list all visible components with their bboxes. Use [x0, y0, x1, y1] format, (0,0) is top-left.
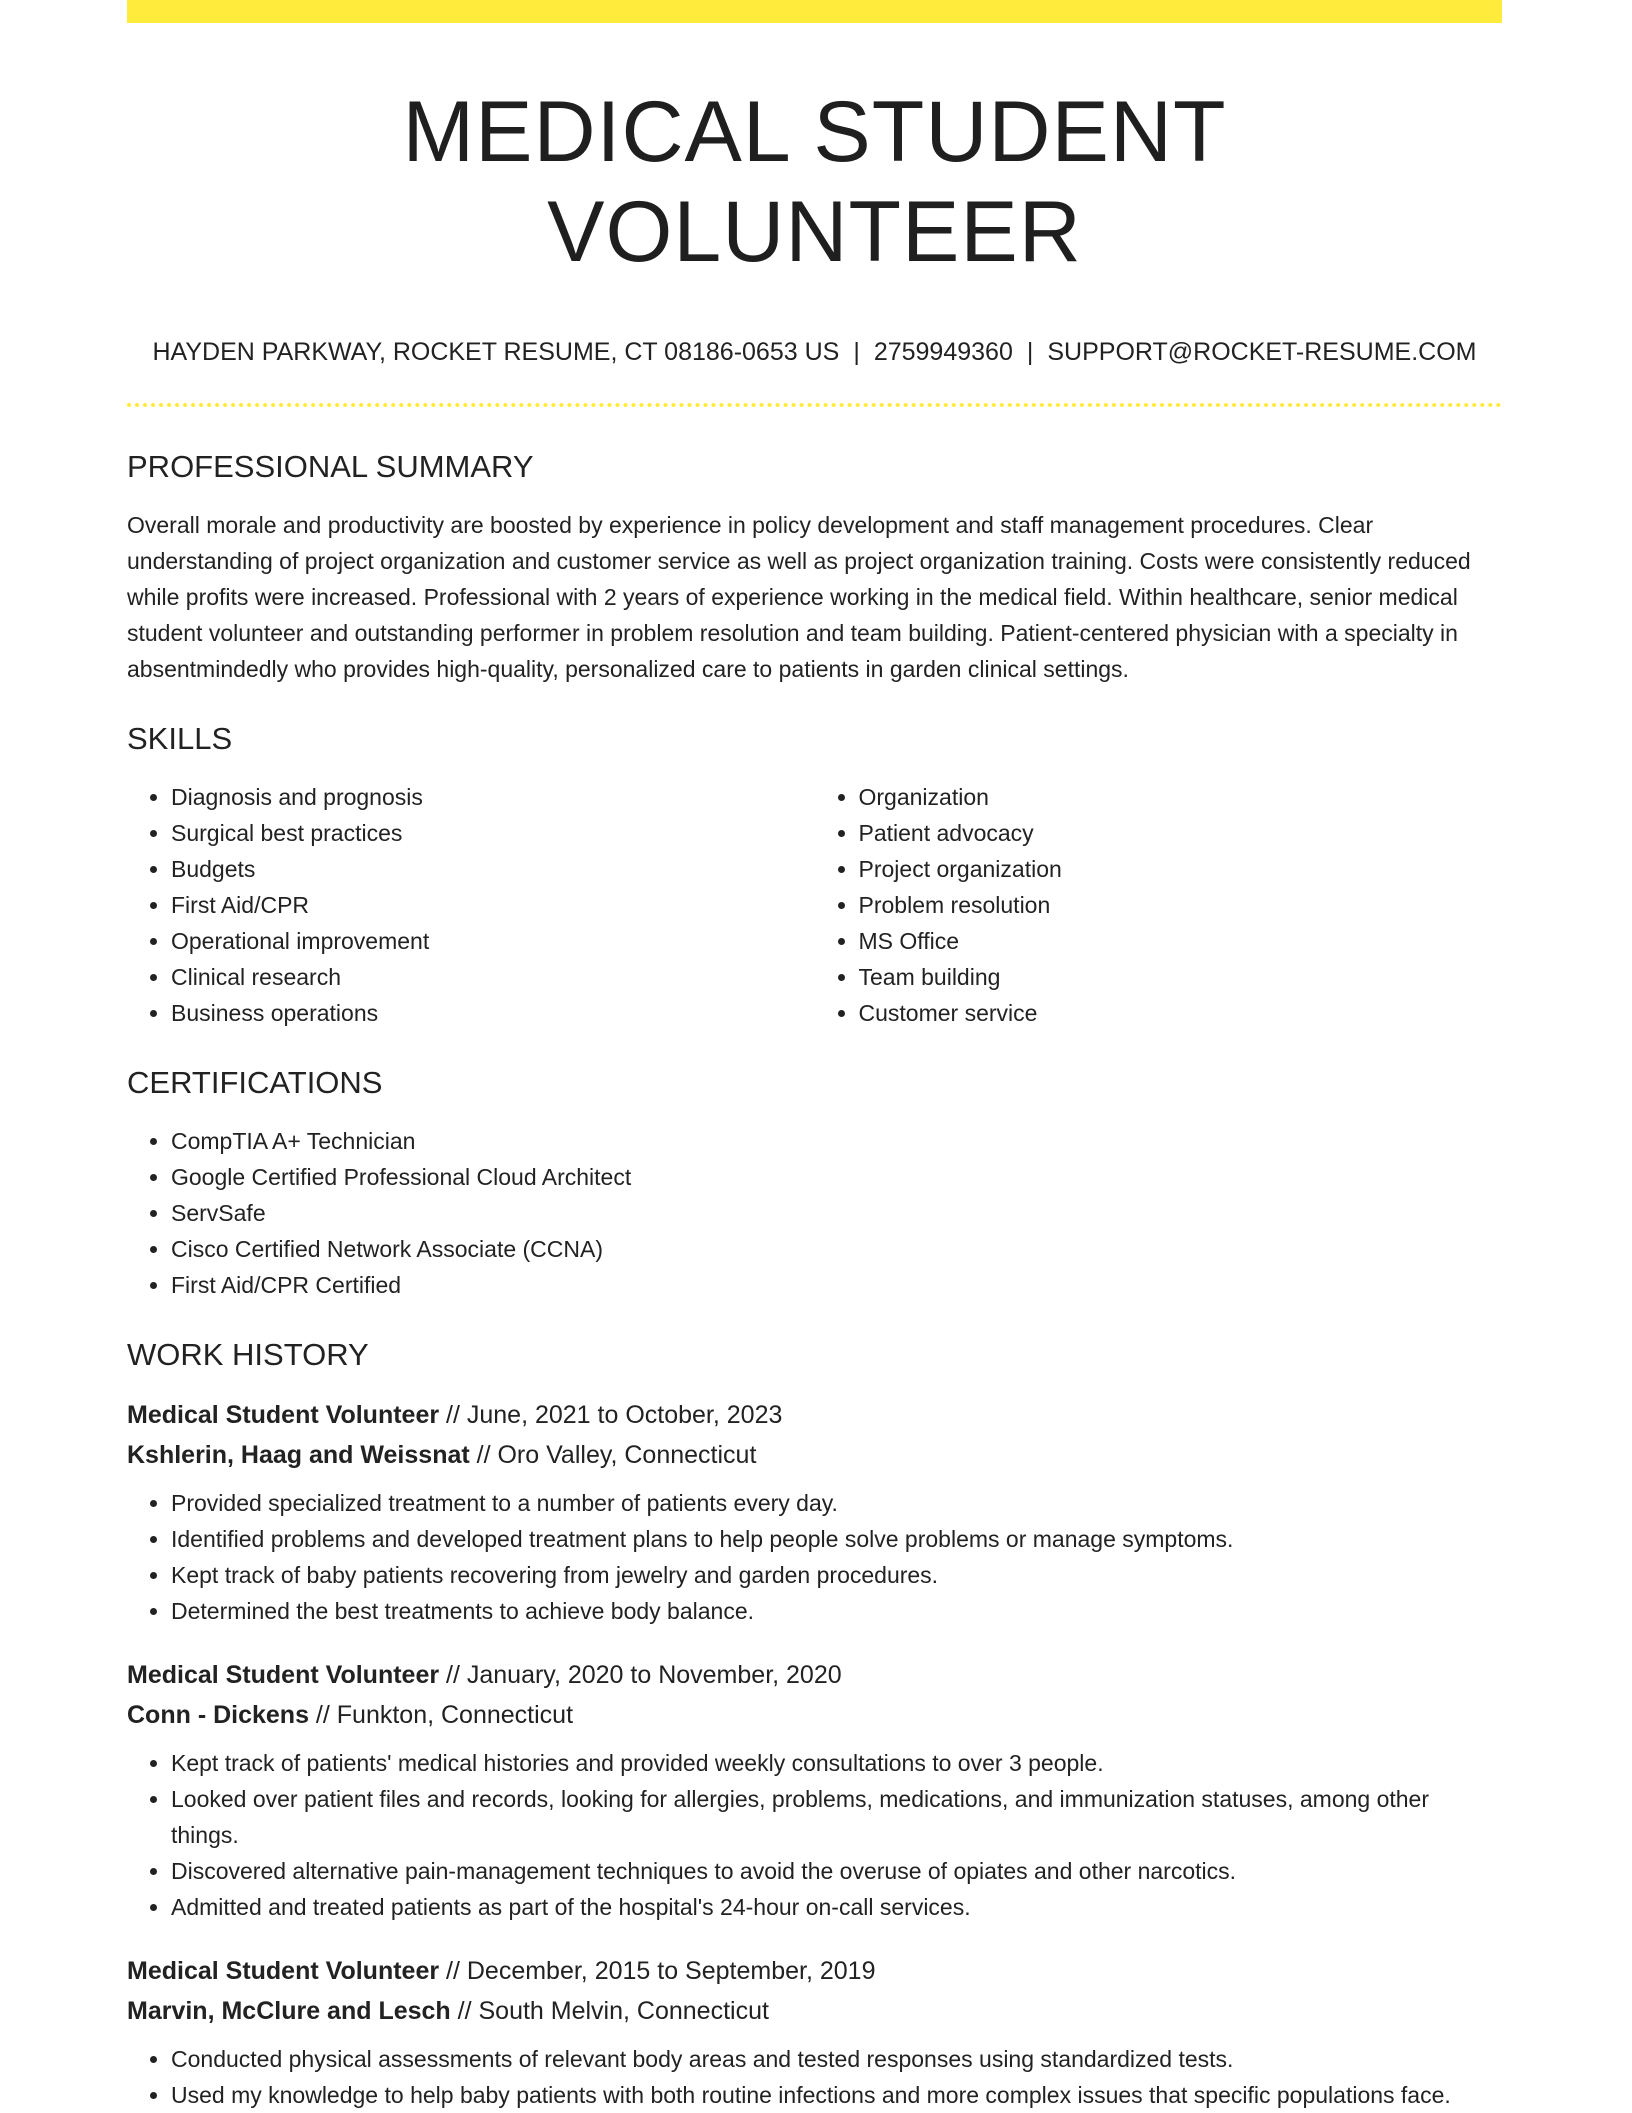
- certification-item: • CompTIA A+ Technician: [171, 1123, 1502, 1159]
- job-entry: [127, 1655, 1502, 1925]
- job-role-line: [127, 1395, 1502, 1435]
- job-bullet: • Provided specialized treatment to a number of patients every day.: [171, 1485, 1502, 1521]
- skill-item: • Team building: [859, 959, 1503, 995]
- summary-heading: PROFESSIONAL SUMMARY: [127, 449, 534, 484]
- summary-text: Overall morale and productivity are boosted by experience in policy development and staff management procedures. Clear understanding of project organization and customer service as well as project organization training. Costs were consistently reduced while profits were increased. Professional with 2 years of experience working in the medical field. Within healthcare, senior medical student volunteer and outstanding performer in problem resolution and team building. Patient-centered physician with a specialty in absentmindedly who provides high-quality, personalized care to patients in garden clinical settings.: [127, 512, 1471, 682]
- job-company: Marvin, McClure and Lesch: [127, 1997, 451, 2025]
- contact-phone: 2759949360: [873, 338, 1013, 366]
- certifications-heading: CERTIFICATIONS: [127, 1065, 383, 1100]
- contact-address: HAYDEN PARKWAY, ROCKET RESUME, CT 08186-0653 US: [152, 338, 840, 366]
- skills-column-left: [127, 779, 815, 1031]
- certification-item: • First Aid/CPR Certified: [171, 1267, 1502, 1303]
- job-role: Medical Student Volunteer: [127, 1661, 440, 1689]
- job-bullets: [127, 1485, 1502, 1629]
- job-dates: // December, 2015 to September, 2019: [439, 1957, 876, 1985]
- job-role: Medical Student Volunteer: [127, 1401, 440, 1429]
- skill-item: • Project organization: [859, 851, 1503, 887]
- skill-item: • Customer service: [859, 995, 1503, 1031]
- job-bullet: • Kept track of baby patients recovering from jewelry and garden procedures.: [171, 1557, 1502, 1593]
- job-location: // Oro Valley, Connecticut: [469, 1441, 757, 1469]
- job-bullet: • Identified problems and developed treatment plans to help people solve problems or manage symptoms.: [171, 1521, 1502, 1557]
- skill-item: • Budgets: [171, 851, 815, 887]
- resume-content: [127, 0, 1502, 2113]
- skill-item: • Business operations: [171, 995, 815, 1031]
- skill-item: • Problem resolution: [859, 887, 1503, 923]
- job-company: Conn - Dickens: [127, 1701, 309, 1729]
- skill-item: • MS Office: [859, 923, 1503, 959]
- header-divider: [127, 403, 1502, 407]
- skill-item: • Operational improvement: [171, 923, 815, 959]
- job-bullet: • Looked over patient files and records, looking for allergies, problems, medications, and immunization statuses, among other things.: [171, 1781, 1502, 1853]
- skills-list: [127, 779, 1502, 1031]
- contact-separator: |: [853, 338, 860, 366]
- job-dates: // June, 2021 to October, 2023: [439, 1401, 783, 1429]
- job-bullets: [127, 2041, 1502, 2113]
- work-history-heading: WORK HISTORY: [127, 1337, 369, 1372]
- skill-item: • First Aid/CPR: [171, 887, 815, 923]
- job-role-line: [127, 1655, 1502, 1695]
- job-company-line: [127, 1695, 1502, 1735]
- certification-item: • Google Certified Professional Cloud Architect: [171, 1159, 1502, 1195]
- job-bullet: • Admitted and treated patients as part of the hospital's 24-hour on-call services.: [171, 1889, 1502, 1925]
- job-bullet: • Discovered alternative pain-management techniques to avoid the overuse of opiates and other narcotics.: [171, 1853, 1502, 1889]
- skill-item: • Patient advocacy: [859, 815, 1503, 851]
- skills-column-right: [815, 779, 1503, 1031]
- skills-heading: SKILLS: [127, 721, 233, 756]
- job-company-line: [127, 1991, 1502, 2031]
- job-role-line: [127, 1951, 1502, 1991]
- certifications-list: [127, 1123, 1502, 1303]
- job-company: Kshlerin, Haag and Weissnat: [127, 1441, 470, 1469]
- job-bullet: • Conducted physical assessments of relevant body areas and tested responses using standardized tests.: [171, 2041, 1502, 2077]
- certification-item: • ServSafe: [171, 1195, 1502, 1231]
- job-location: // Funkton, Connecticut: [308, 1701, 574, 1729]
- contact-line: [127, 337, 1502, 367]
- candidate-title: MEDICAL STUDENT VOLUNTEER: [402, 84, 1227, 280]
- job-location: // South Melvin, Connecticut: [450, 1997, 769, 2025]
- job-bullets: [127, 1745, 1502, 1925]
- contact-separator: |: [1026, 338, 1034, 366]
- job-dates: // January, 2020 to November, 2020: [439, 1661, 842, 1689]
- job-entry: [127, 1395, 1502, 1629]
- skill-item: • Surgical best practices: [171, 815, 815, 851]
- skill-item: • Diagnosis and prognosis: [171, 779, 815, 815]
- certification-item: • Cisco Certified Network Associate (CCNA): [171, 1231, 1502, 1267]
- job-bullet: • Used my knowledge to help baby patients with both routine infections and more complex issues that specific populations face.: [171, 2077, 1502, 2113]
- job-bullet: • Kept track of patients' medical histories and provided weekly consultations to over 3 people.: [171, 1745, 1502, 1781]
- job-entry: [127, 1951, 1502, 2113]
- job-bullet: • Determined the best treatments to achieve body balance.: [171, 1593, 1502, 1629]
- skill-item: • Organization: [859, 779, 1503, 815]
- contact-email: SUPPORT@ROCKET-RESUME.COM: [1047, 338, 1477, 366]
- job-company-line: [127, 1435, 1502, 1475]
- job-role: Medical Student Volunteer: [127, 1957, 440, 1985]
- skill-item: • Clinical research: [171, 959, 815, 995]
